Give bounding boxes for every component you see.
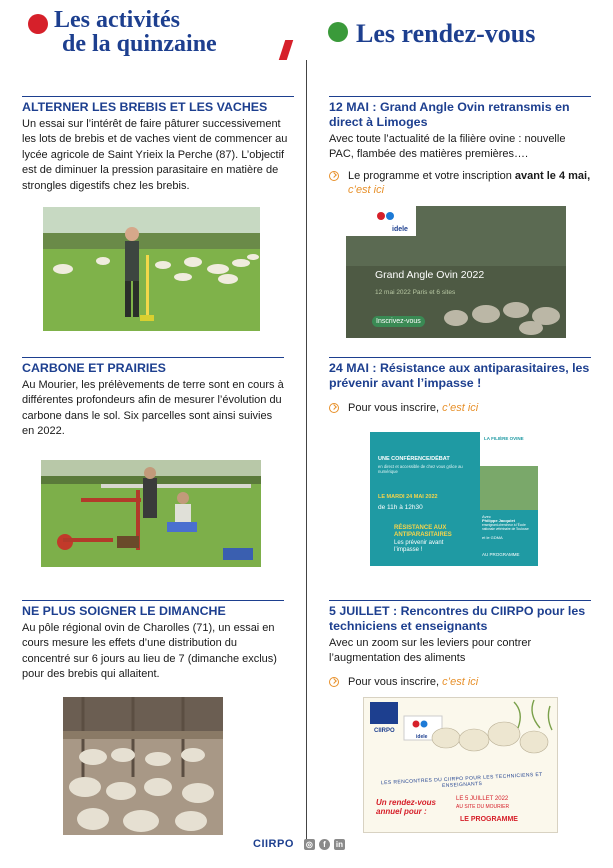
right-column-header (328, 20, 535, 48)
banner-corner-label: LA FILIÈRE OVINE (484, 436, 524, 441)
section-rule (22, 96, 294, 97)
banner-resistance-antiparasitaires[interactable] (370, 432, 538, 566)
banner-partner: et le GDMA (482, 535, 503, 540)
registration-link[interactable]: c’est ici (348, 184, 385, 197)
banner-date: LE MARDI 24 MAI 2022 (378, 494, 438, 500)
banner-date: LE 5 JUILLET 2022 (456, 796, 509, 802)
section-text: Avec toute l’actualité de la filière ovine : nouvelle PAC, flambée des matières premières…. (329, 133, 566, 161)
section-12-mai (329, 96, 591, 198)
section-text: Avec un zoom sur les leviers pour contrer l’augmentation des aliments (329, 637, 532, 665)
idele-logo: idele (392, 226, 408, 233)
left-column-header (28, 8, 217, 56)
green-dot-icon (328, 22, 348, 42)
banner-headline: RÉSISTANCE AUX ANTIPARASITAIRES (394, 525, 452, 538)
banner-speaker-label: Avec (482, 514, 491, 519)
section-text: Un essai sur l’intérêt de faire pâturer successivement les lots de brebis et de vaches vient de commencer au lycée agricole de Saint Yrieix la Perche (87). L’objectif est de diminuer la pression parasitaire en matière de strongles digestifs chez les brebis. (22, 118, 288, 192)
section-title: CARBONE ET PRAIRIES (22, 361, 166, 375)
photo-man-with-sheep (43, 207, 260, 331)
arrow-circle-icon (329, 403, 339, 413)
idele-logo: idele (416, 734, 428, 740)
banner-rencontres-ciirpo[interactable] (363, 697, 558, 833)
banner-speaker: Philippe Jacquiet (482, 518, 515, 523)
column-divider (306, 60, 307, 840)
banner-grand-angle-ovin[interactable] (346, 206, 566, 338)
banner-event: Un rendez-vous annuel pour : (376, 798, 437, 816)
section-title: 12 MAI : Grand Angle Ovin retransmis en direct à Limoges (329, 100, 570, 129)
section-title: NE PLUS SOIGNER LE DIMANCHE (22, 604, 226, 618)
banner-program: AU PROGRAMME (482, 552, 520, 557)
facebook-icon[interactable]: f (319, 839, 330, 850)
red-dot-icon (28, 14, 48, 34)
banner-tagline: Les prévenir avant l’impasse ! (394, 540, 444, 553)
banner-sub: en direct et accessible de chez vous grâce au numérique (378, 464, 463, 474)
footer-brand: CIIRPO (253, 838, 294, 850)
section-text: Au pôle régional ovin de Charolles (71), un essai en cours mesure les effets d’une distribution du concentré sur 6 jours au lieu de 7 (dimanche exclus) pour des brebis qui allaitent. (22, 622, 277, 681)
section-24-mai (329, 357, 591, 416)
section-title: 5 JUILLET : Rencontres du CIIRPO pour les techniciens et enseignants (329, 604, 586, 633)
banner-time: de 11h à 12h30 (378, 504, 423, 511)
section-ne-plus-soigner (22, 600, 284, 683)
left-column-title: Les activités de la quinzaine (54, 7, 217, 57)
linkedin-icon[interactable]: in (335, 839, 343, 849)
section-rule (22, 600, 284, 601)
banner-program: LE PROGRAMME (460, 816, 518, 823)
inscrivez-vous-button[interactable]: Inscrivez-vous (372, 316, 425, 327)
ciirpo-logo: CIIRPO (374, 728, 395, 734)
photo-sheep-barn (63, 697, 223, 835)
banner-place: AU SITE DU MOURIER (456, 804, 510, 810)
section-rule (329, 96, 591, 97)
photo-soil-sampling (41, 460, 261, 567)
registration-bullet: Le programme et votre inscription avant le 4 mai, c’est ici (329, 169, 591, 198)
banner-photo (480, 466, 538, 510)
web-icon[interactable]: ◎ (304, 839, 315, 850)
section-title: 24 MAI : Résistance aux antiparasitaires, les prévenir avant l’impasse ! (329, 361, 590, 390)
banner-arc-text: LES RENCONTRES DU CIIRPO POUR LES TECHNICIENS ET ENSEIGNANTS (380, 771, 543, 790)
arrow-circle-icon (329, 171, 339, 181)
registration-bullet: Pour vous inscrire, c’est ici (329, 401, 591, 416)
section-title: ALTERNER LES BREBIS ET LES VACHES (22, 100, 268, 114)
section-text: Au Mourier, les prélèvements de terre sont en cours à différentes profondeurs afin de mesurer l’évolution du carbone dans le sol. Six parcelles sont ainsi suivies en 2022. (22, 379, 284, 438)
banner-date: 12 mai 2022 Paris et 6 sites (375, 289, 456, 296)
section-carbone-prairies (22, 357, 284, 440)
banner-speaker-role: enseignant-chercheur à l’École nationale vétérinaire de Toulouse (482, 523, 529, 531)
section-rule (329, 600, 591, 601)
banner-kicker: UNE CONFÉRENCE/DÉBAT (378, 456, 450, 462)
registration-link[interactable]: c’est ici (442, 402, 479, 414)
banner-title: Grand Angle Ovin 2022 (375, 269, 485, 281)
section-brebis-vaches (22, 96, 294, 194)
registration-link[interactable]: c’est ici (442, 675, 479, 688)
section-5-juillet (329, 600, 591, 689)
registration-bullet: Pour vous inscrire, c’est ici (329, 675, 591, 690)
arrow-circle-icon (329, 677, 339, 687)
red-accent-mark (279, 40, 293, 60)
right-column-title: Les rendez-vous (356, 19, 536, 48)
footer (253, 838, 345, 850)
section-rule (22, 357, 284, 358)
section-rule (329, 357, 591, 358)
